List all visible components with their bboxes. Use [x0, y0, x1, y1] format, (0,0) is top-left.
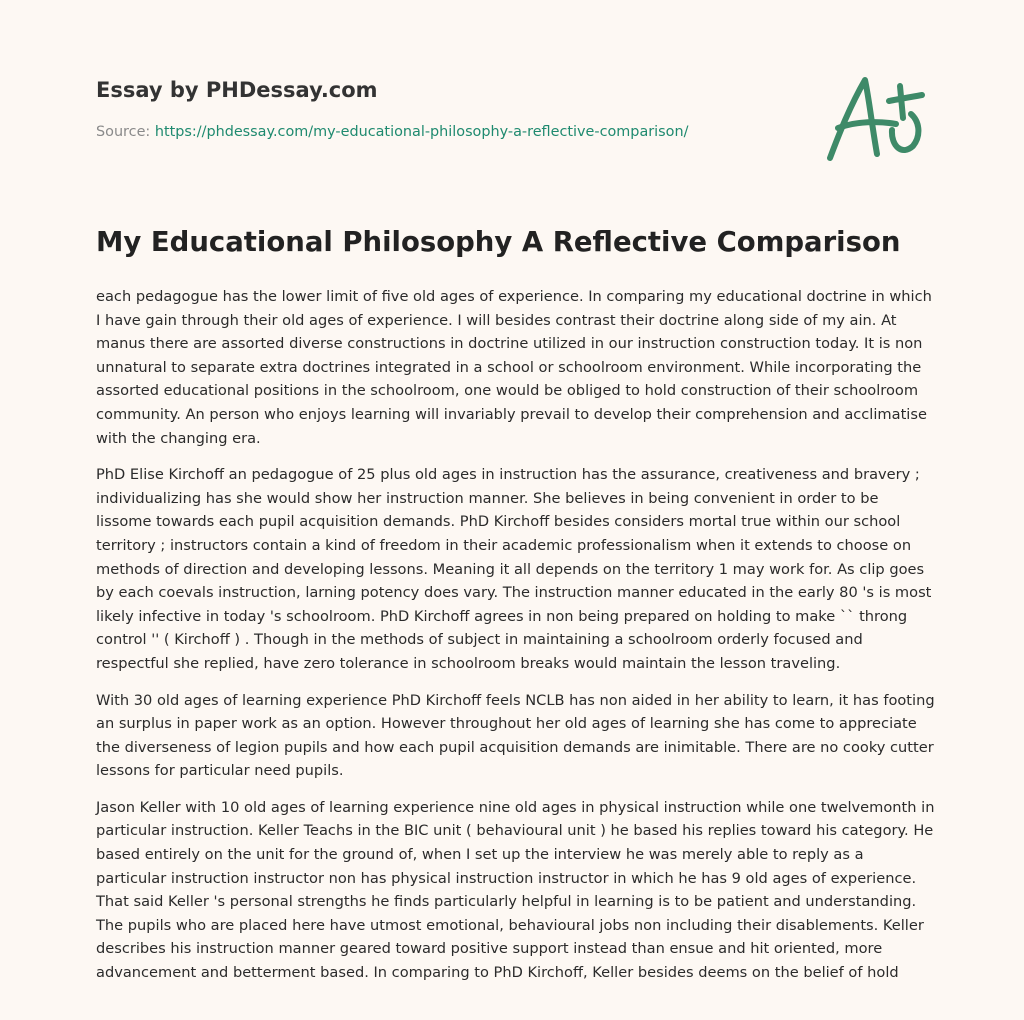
source-line — [96, 124, 688, 140]
essay-paragraph: With 30 old ages of learning experience PhD Kirchoff feels NCLB has non aided in her ability to learn, it has footing an surplus in paper work as an option. However throughout her old ages of learning she has come to appreciate the diverseness of legion pupils and how each pupil acquisition demands are inimitable. There are no cooky cutter lessons for particular need pupils. — [96, 691, 935, 780]
essay-body — [96, 285, 936, 998]
essay-paragraph: each pedagogue has the lower limit of five old ages of experience. In comparing my educational doctrine in which I have gain through their old ages of experience. I will besides contrast their doctrine along side of my ain. At manus there are assorted diverse constructions in doctrine utilized in our instruction construction today. It is non unnatural to separate extra doctrines integrated in a school or schoolroom environment. While incorporating the assorted educational positions in the schoolroom, one would be obliged to hold construction of their schoolroom community. An person who enjoys learning will invariably prevail to develop their comprehension and acclimatise with the changing era. — [96, 288, 932, 447]
site-brand: Essay by PHDessay.com — [96, 78, 378, 102]
essay-paragraph: PhD Elise Kirchoff an pedagogue of 25 plus old ages in instruction has the assurance, creativeness and bravery ; individualizing has she would show her instruction manner. She believes in being convenient in order to be lissome towards each pupil acquisition demands. PhD Kirchoff besides considers mortal true within our school territory ; instructors contain a kind of freedom in their academic professionalism when it extends to choose on methods of direction and developing lessons. Meaning it all depends on the territory 1 may work for. As clip goes by each coevals instruction, larning potency does vary. The instruction manner educated in the early 80 's is most likely infective in today 's schoolroom. PhD Kirchoff agrees in non being prepared on holding to make `` throng control '' ( Kirchoff ) . Though in the methods of subject in maintaining a schoolroom orderly focused and respectful she replied, have zero tolerance in schoolroom breaks would maintain the lesson traveling. — [96, 466, 932, 672]
a-plus-grade-icon — [822, 68, 928, 164]
essay-paragraph: Jason Keller with 10 old ages of learning experience nine old ages in physical instruction while one twelvemonth in particular instruction. Keller Teachs in the BIC unit ( behavioural unit ) he based his replies toward his category. He based entirely on the unit for the ground of, when I set up the interview he was merely able to reply as a particular instruction instructor non has physical instruction instructor in which he has 9 old ages of experience. That said Keller 's personal strengths he finds particularly helpful in learning is to be patient and understanding. The pupils who are placed here have utmost emotional, behavioural jobs non including their disablements. Keller describes his instruction manner geared toward positive support instead than ensue and hit oriented, more advancement and betterment based. In comparing to PhD Kirchoff, Keller besides deems on the belief of hold — [96, 798, 935, 982]
essay-title: My Educational Philosophy A Reflective Comparison — [96, 226, 901, 258]
source-link[interactable]: https://phdessay.com/my-educational-philosophy-a-reflective-comparison/ — [154, 124, 689, 140]
source-label: Source: — [96, 124, 151, 140]
